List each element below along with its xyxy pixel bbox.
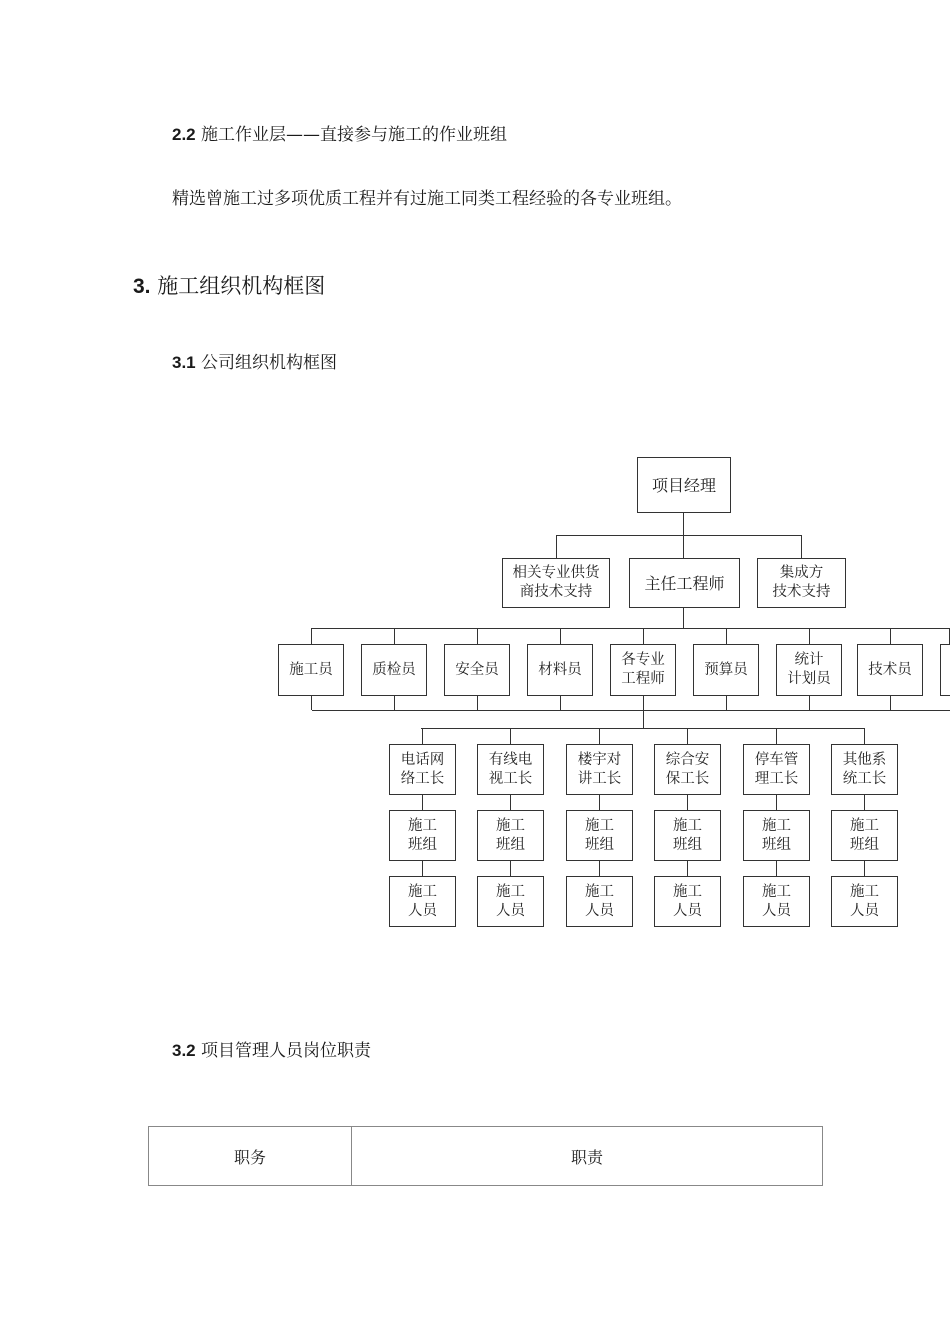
org-box-foreman-4: 停车管 理工长 — [743, 744, 810, 795]
connector — [394, 628, 395, 644]
section-3-heading — [133, 270, 325, 300]
connector — [560, 695, 561, 710]
org-box-role-4: 各专业 工程师 — [610, 644, 676, 696]
connector — [422, 861, 423, 876]
duty-table — [148, 1126, 823, 1186]
org-box-team-2: 施工 班组 — [566, 810, 633, 861]
org-box-team-4: 施工 班组 — [743, 810, 810, 861]
connector — [776, 795, 777, 810]
connector — [726, 628, 727, 644]
connector — [599, 728, 600, 744]
connector — [510, 861, 511, 876]
connector — [726, 695, 727, 710]
org-box-team-0: 施工 班组 — [389, 810, 456, 861]
org-box-team-3: 施工 班组 — [654, 810, 721, 861]
org-box-chief-engineer: 主任工程师 — [629, 558, 740, 608]
section-number: 3. — [133, 275, 151, 298]
connector — [687, 728, 688, 744]
connector — [311, 628, 312, 644]
org-box-worker-1: 施工 人员 — [477, 876, 544, 927]
connector — [776, 728, 777, 744]
org-box-project-manager: 项目经理 — [637, 457, 731, 513]
connector — [477, 628, 478, 644]
connector — [801, 535, 802, 558]
connector — [809, 628, 810, 644]
org-box-role-3: 材料员 — [527, 644, 593, 696]
connector — [510, 728, 511, 744]
org-box-role-0: 施工员 — [278, 644, 344, 696]
section-2-2-paragraph: 精选曾施工过多项优质工程并有过施工同类工程经验的各专业班组。 — [172, 189, 682, 209]
table-header-duty: 职责 — [352, 1127, 823, 1186]
org-box-foreman-1: 有线电 视工长 — [477, 744, 544, 795]
connector — [560, 628, 561, 644]
connector — [421, 728, 864, 729]
org-box-foreman-3: 综合安 保工长 — [654, 744, 721, 795]
org-box-integrator-support: 集成方 技术支持 — [757, 558, 846, 608]
connector — [556, 535, 557, 558]
org-box-supplier-support: 相关专业供货 商技术支持 — [502, 558, 610, 608]
connector — [683, 535, 684, 558]
connector — [643, 628, 644, 644]
org-box-worker-3: 施工 人员 — [654, 876, 721, 927]
org-box-role-7: 技术员 — [857, 644, 923, 696]
section-title: 施工组织机构框图 — [157, 274, 326, 298]
table-header-row — [149, 1127, 823, 1186]
section-title: 施工作业层——直接参与施工的作业班组 — [201, 125, 508, 145]
connector — [312, 628, 950, 629]
connector — [683, 513, 684, 535]
org-box-foreman-0: 电话网 络工长 — [389, 744, 456, 795]
section-number: 3.2 — [172, 1041, 196, 1060]
connector — [864, 861, 865, 876]
connector — [890, 695, 891, 710]
org-box-worker-2: 施工 人员 — [566, 876, 633, 927]
org-box-foreman-5: 其他系 统工长 — [831, 744, 898, 795]
connector — [312, 710, 950, 711]
connector — [687, 795, 688, 810]
org-box-worker-4: 施工 人员 — [743, 876, 810, 927]
org-box-team-1: 施工 班组 — [477, 810, 544, 861]
section-title: 项目管理人员岗位职责 — [201, 1041, 372, 1061]
org-box-foreman-2: 楼宇对 讲工长 — [566, 744, 633, 795]
connector — [599, 861, 600, 876]
org-box-role-5: 预算员 — [693, 644, 759, 696]
section-number: 3.1 — [172, 353, 196, 372]
section-title: 公司组织机构框图 — [201, 353, 338, 373]
connector — [683, 608, 684, 628]
connector — [556, 535, 802, 536]
connector — [510, 795, 511, 810]
connector — [394, 695, 395, 710]
section-3-1-heading — [172, 348, 337, 373]
connector — [864, 728, 865, 744]
org-box-worker-5: 施工 人员 — [831, 876, 898, 927]
org-box-worker-0: 施工 人员 — [389, 876, 456, 927]
connector — [422, 795, 423, 810]
connector — [890, 628, 891, 644]
section-2-2-heading — [172, 120, 507, 145]
org-box-role-2: 安全员 — [444, 644, 510, 696]
org-box-role-clipped — [940, 644, 950, 696]
section-3-2-heading — [172, 1036, 371, 1061]
section-number: 2.2 — [172, 125, 196, 144]
connector — [477, 695, 478, 710]
connector — [643, 710, 644, 728]
connector — [776, 861, 777, 876]
connector — [422, 728, 423, 744]
org-box-role-1: 质检员 — [361, 644, 427, 696]
connector — [809, 695, 810, 710]
connector — [599, 795, 600, 810]
connector — [311, 695, 312, 710]
org-box-team-5: 施工 班组 — [831, 810, 898, 861]
table-header-position: 职务 — [149, 1127, 352, 1186]
connector — [643, 695, 644, 710]
connector — [864, 795, 865, 810]
org-box-role-6: 统计 计划员 — [776, 644, 842, 696]
connector — [687, 861, 688, 876]
